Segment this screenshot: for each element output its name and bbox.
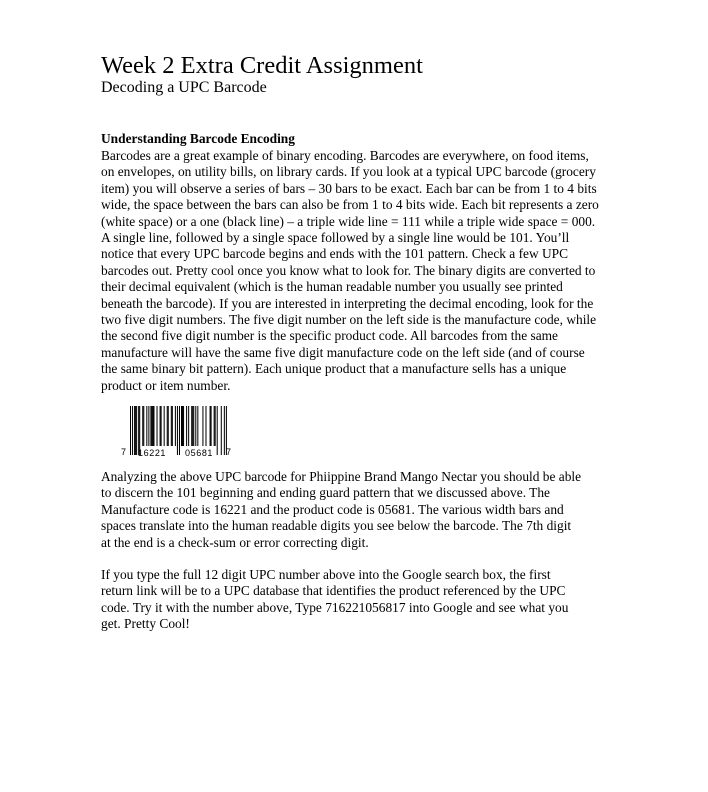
barcode-bar [179, 406, 180, 455]
barcode-bar [153, 406, 154, 446]
barcode-bar [148, 406, 149, 446]
section-heading: Understanding Barcode Encoding [101, 131, 295, 146]
barcode-bar [224, 406, 225, 455]
barcode-bar [157, 406, 158, 446]
text-line: two five digit numbers. The five digit number on the left side is the manufacture code, while [101, 312, 597, 328]
barcode-bar [134, 406, 135, 455]
barcode-bar [152, 406, 153, 446]
document-title: Week 2 Extra Credit Assignment [101, 52, 423, 79]
paragraph-google-search [101, 567, 641, 633]
barcode-product-code: 05681 [185, 448, 214, 458]
barcode-bar [171, 406, 172, 446]
barcode-bar [183, 406, 184, 446]
barcode-system-digit: 7 [121, 447, 127, 457]
barcode-bar [146, 406, 147, 446]
text-line: beneath the barcode). If you are interested in interpreting the decimal encoding, look for the [101, 295, 594, 311]
barcode-bar [217, 406, 218, 455]
barcode-bar [181, 406, 182, 446]
barcode-bar [130, 406, 131, 455]
text-line: A single line, followed by a single space followed by a single line would be 101. You’ll [101, 230, 570, 246]
text-line: return link will be to a UPC database that identifies the product referenced by the UPC [101, 583, 566, 599]
barcode-bar [197, 406, 198, 446]
text-line: get. Pretty Cool! [101, 616, 190, 632]
text-line: code. Try it with the number above, Type 716221056817 into Google and see what you [101, 599, 569, 615]
barcode-check-digit: 7 [226, 447, 232, 457]
barcode-bar [210, 406, 211, 446]
barcode-bar [168, 406, 169, 446]
barcode-bar [195, 406, 196, 446]
barcode-bar [175, 406, 176, 446]
text-line: at the end is a check-sum or error correcting digit. [101, 534, 369, 550]
text-line: on envelopes, on utility bills, on library cards. If you look at a typical UPC barcode (grocery [101, 164, 596, 180]
text-line: wide, the space between the bars can also be from 1 to 4 bits wide. Each bit represents a zero [101, 197, 599, 213]
barcode-bar [214, 406, 215, 446]
text-line: item) you will observe a series of bars – 30 bars to be exact. Each bar can be from 1 to 4 bits [101, 180, 597, 196]
text-line: Barcodes are a great example of binary encoding. Barcodes are everywhere, on food items, [101, 148, 589, 163]
barcode-bar [135, 406, 136, 455]
barcode-bar [186, 406, 187, 446]
barcode-bar [160, 406, 161, 446]
barcode-manufacturer-code: 16221 [138, 448, 167, 458]
barcode-bar [202, 406, 203, 446]
text-line: product or item number. [101, 377, 231, 393]
barcode-bar [191, 406, 192, 446]
barcode-bar [172, 406, 173, 446]
text-line: Manufacture code is 16221 and the product code is 05681. The various width bars and [101, 501, 564, 517]
barcode-bar [132, 406, 133, 455]
barcode-bar [136, 406, 137, 455]
barcode-bar [205, 406, 206, 446]
barcode-bar [164, 406, 165, 446]
barcode-bar [143, 406, 144, 446]
barcode-bar [167, 406, 168, 446]
paragraph-barcode-encoding [101, 148, 641, 394]
text-line: Analyzing the above UPC barcode for Phiippine Brand Mango Nectar you should be able [101, 469, 582, 484]
barcode-bar [193, 406, 194, 446]
barcode-bar [221, 406, 222, 455]
document-subtitle: Decoding a UPC Barcode [101, 79, 267, 96]
text-line: to discern the 101 beginning and ending guard pattern that we discussed above. The [101, 485, 550, 501]
barcode-bar [142, 406, 143, 446]
text-line: If you type the full 12 digit UPC number above into the Google search box, the first [101, 567, 551, 582]
barcode-bar [151, 406, 152, 446]
barcode-bar [211, 406, 212, 446]
barcode-bar [150, 406, 151, 446]
barcode-bar [161, 406, 162, 446]
text-line: their decimal equivalent (which is the human readable number you usually see printed [101, 279, 563, 295]
barcode-bar [192, 406, 193, 446]
barcode-bar [182, 406, 183, 446]
text-line: the same binary bit pattern). Each unique product that a manufacture sells has a unique [101, 361, 567, 377]
paragraph-analysis [101, 469, 641, 551]
upc-barcode-image [120, 405, 238, 461]
text-line: notice that every UPC barcode begins and ends with the 101 pattern. Check a few UPC [101, 246, 569, 262]
text-line: spaces translate into the human readable digits you see below the barcode. The 7th digit [101, 518, 572, 534]
text-line: manufacture will have the same five digit manufacture code on the left side (and of course [101, 344, 585, 360]
text-line: (white space) or a one (black line) – a triple wide line = 111 while a triple wide space = 000. [101, 213, 596, 229]
barcode-bar [188, 406, 189, 446]
barcode-bar [177, 406, 178, 455]
text-line: barcodes out. Pretty cool once you know what to look for. The binary digits are converted to [101, 262, 596, 278]
barcode-bar [215, 406, 216, 446]
text-line: the second five digit number is the specific product code. All barcodes from the same [101, 328, 559, 344]
